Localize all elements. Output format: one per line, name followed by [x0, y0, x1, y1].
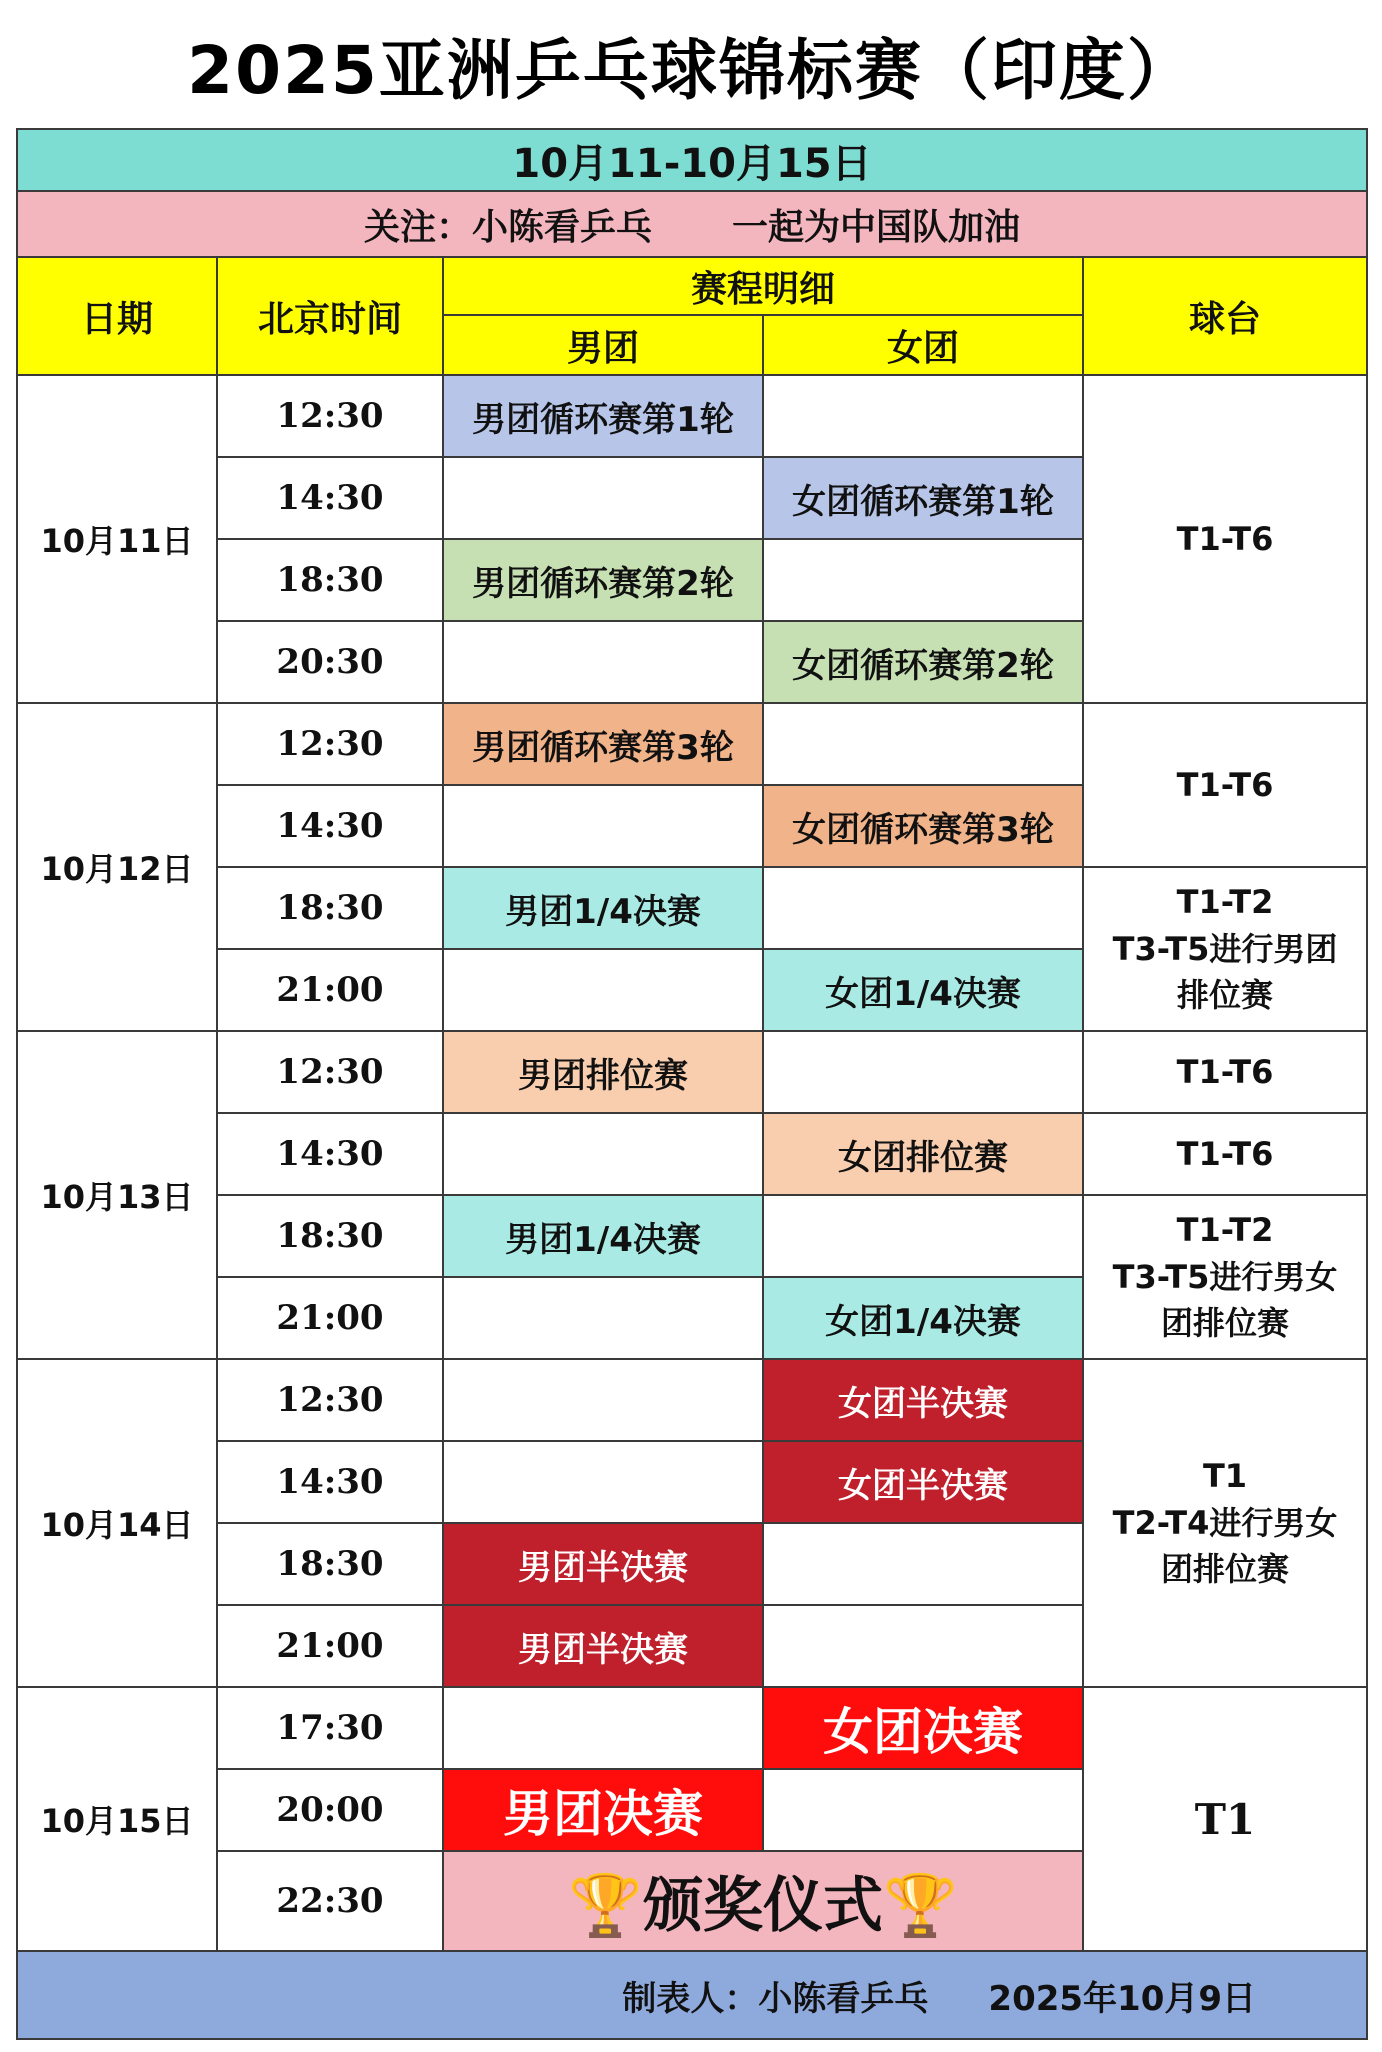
match-time: 12:30 [217, 1359, 443, 1441]
match-time: 14:30 [217, 457, 443, 539]
day-date: 10月11日 [17, 375, 217, 703]
match-time: 21:00 [217, 949, 443, 1031]
date-range-bar: 10月11-10月15日 [17, 129, 1367, 191]
men-match [443, 785, 763, 867]
women-match: 女团循环赛第2轮 [763, 621, 1083, 703]
table-assignment: T1-T2 T3-T5进行男女 团排位赛 [1083, 1195, 1367, 1359]
men-match: 男团循环赛第1轮 [443, 375, 763, 457]
men-match: 男团半决赛 [443, 1523, 763, 1605]
header-table: 球台 [1083, 257, 1367, 375]
trophy-icon: 🏆 [883, 1871, 958, 1941]
match-time: 17:30 [217, 1687, 443, 1769]
women-match: 女团循环赛第1轮 [763, 457, 1083, 539]
header-time: 北京时间 [217, 257, 443, 375]
footer-bar [17, 1951, 1367, 2039]
match-time: 20:30 [217, 621, 443, 703]
match-time: 22:30 [217, 1851, 443, 1951]
day-date: 10月14日 [17, 1359, 217, 1687]
match-time: 21:00 [217, 1605, 443, 1687]
cheer-text: 一起为中国队加油 [732, 206, 1021, 248]
men-match: 男团循环赛第2轮 [443, 539, 763, 621]
trophy-icon: 🏆 [568, 1871, 643, 1941]
women-match [763, 539, 1083, 621]
match-time: 14:30 [217, 1113, 443, 1195]
men-match [443, 1359, 763, 1441]
women-match: 女团1/4决赛 [763, 1277, 1083, 1359]
women-match [763, 1605, 1083, 1687]
page-title: 2025亚洲乒乓球锦标赛（印度） [187, 31, 1195, 109]
header-men: 男团 [443, 315, 763, 375]
men-match: 男团循环赛第3轮 [443, 703, 763, 785]
match-time: 18:30 [217, 1523, 443, 1605]
match-time: 21:00 [217, 1277, 443, 1359]
header-date: 日期 [17, 257, 217, 375]
match-time: 18:30 [217, 867, 443, 949]
women-match: 女团半决赛 [763, 1441, 1083, 1523]
women-match [763, 867, 1083, 949]
men-match [443, 1277, 763, 1359]
women-match: 女团循环赛第3轮 [763, 785, 1083, 867]
header-schedule: 赛程明细 [443, 257, 1083, 315]
women-match [763, 1769, 1083, 1851]
day-date: 10月12日 [17, 703, 217, 1031]
women-match [763, 1195, 1083, 1277]
footer-maker: 制表人：小陈看乒乓 [622, 1978, 929, 2019]
women-match: 女团半决赛 [763, 1359, 1083, 1441]
day-date: 10月15日 [17, 1687, 217, 1951]
men-match: 男团1/4决赛 [443, 1195, 763, 1277]
men-match [443, 457, 763, 539]
table-assignment: T1-T2 T3-T5进行男团 排位赛 [1083, 867, 1367, 1031]
match-time: 12:30 [217, 375, 443, 457]
men-match [443, 1441, 763, 1523]
match-time: 14:30 [217, 1441, 443, 1523]
day-date: 10月13日 [17, 1031, 217, 1359]
table-assignment: T1-T6 [1083, 1113, 1367, 1195]
match-time: 12:30 [217, 703, 443, 785]
table-assignment: T1-T6 [1083, 1031, 1367, 1113]
men-match: 男团决赛 [443, 1769, 763, 1851]
match-time: 14:30 [217, 785, 443, 867]
men-match: 男团排位赛 [443, 1031, 763, 1113]
women-match [763, 1031, 1083, 1113]
men-match [443, 949, 763, 1031]
women-match: 女团决赛 [763, 1687, 1083, 1769]
table-assignment: T1 [1083, 1687, 1367, 1951]
table-assignment: T1 T2-T4进行男女 团排位赛 [1083, 1359, 1367, 1687]
table-assignment: T1-T6 [1083, 703, 1367, 867]
ceremony-label: 颁奖仪式 [643, 1871, 883, 1941]
women-match [763, 1523, 1083, 1605]
follow-text: 关注：小陈看乒乓 [363, 206, 652, 248]
match-time: 18:30 [217, 1195, 443, 1277]
men-match: 男团1/4决赛 [443, 867, 763, 949]
match-time: 20:00 [217, 1769, 443, 1851]
header-women: 女团 [763, 315, 1083, 375]
women-match [763, 375, 1083, 457]
match-time: 18:30 [217, 539, 443, 621]
women-match: 女团1/4决赛 [763, 949, 1083, 1031]
follow-bar [17, 191, 1367, 257]
table-assignment: T1-T6 [1083, 375, 1367, 703]
schedule-table [16, 128, 1368, 2040]
women-match: 女团排位赛 [763, 1113, 1083, 1195]
men-match: 男团半决赛 [443, 1605, 763, 1687]
men-match [443, 1687, 763, 1769]
footer-date: 2025年10月9日 [988, 1978, 1257, 2019]
women-match [763, 703, 1083, 785]
men-match [443, 1113, 763, 1195]
men-match [443, 621, 763, 703]
match-time: 12:30 [217, 1031, 443, 1113]
ceremony-cell [443, 1851, 1083, 1951]
